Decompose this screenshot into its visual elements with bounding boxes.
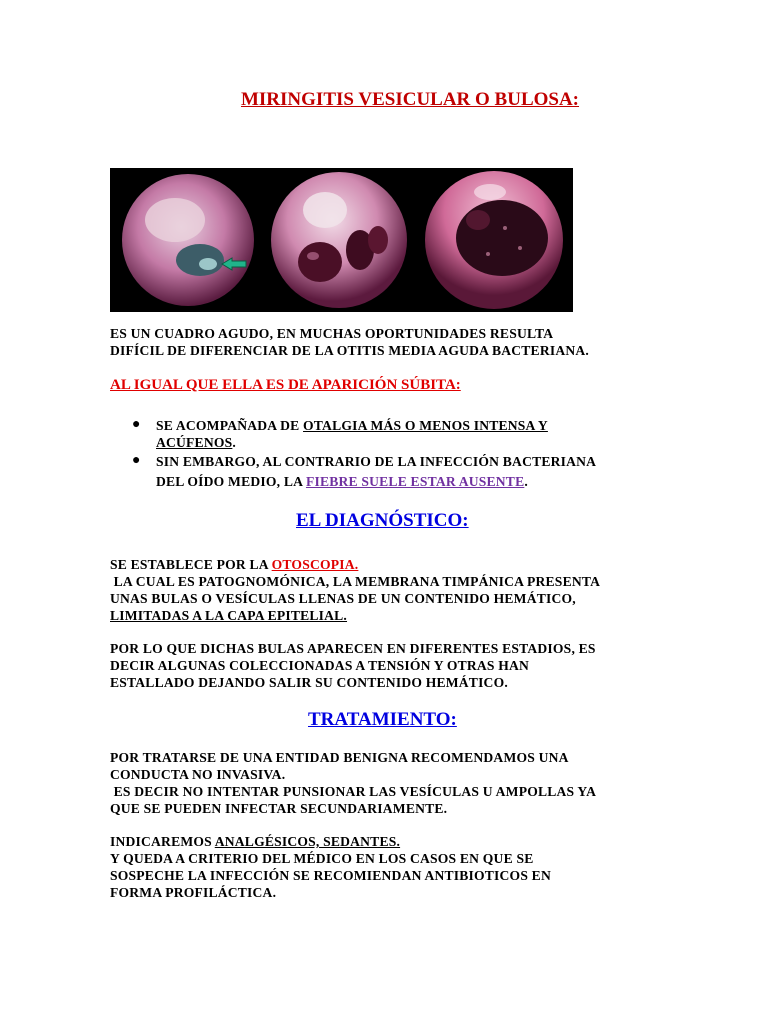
diagnostico-p2-line-1: POR LO QUE DICHAS BULAS APARECEN EN DIFERENTES ESTADIOS, ES <box>110 641 596 656</box>
bullet-2-line-1: SIN EMBARGO, AL CONTRARIO DE LA INFECCIÓN BACTERIANA <box>156 454 597 469</box>
diagnostico-p2-line-2: DECIR ALGUNAS COLECCIONADAS A TENSIÓN Y OTRAS HAN <box>110 658 530 673</box>
otoscopy-photo-1 <box>110 168 264 312</box>
bullet-dot-1: ● <box>132 417 141 432</box>
tratamiento-paragraph-2 <box>110 833 551 901</box>
fiebre-link[interactable]: FIEBRE SUELE ESTAR AUSENTE <box>305 474 525 489</box>
tratamiento-heading: TRATAMIENTO: <box>308 709 457 730</box>
intro-line-2: DIFÍCIL DE DIFERENCIAR DE LA OTITIS MEDIA AGUDA BACTERIANA. <box>110 343 589 358</box>
otoscopy-image-strip <box>110 168 573 312</box>
tratamiento-p2-line-2: Y QUEDA A CRITERIO DEL MÉDICO EN LOS CASOS EN QUE SE <box>110 851 534 866</box>
diagnostico-paragraph-2 <box>110 640 596 691</box>
tratamiento-p1-line-3: ES DECIR NO INTENTAR PUNSIONAR LAS VESÍCULAS U AMPOLLAS YA <box>110 784 597 799</box>
otalgia-text: OTALGIA MÁS O MENOS INTENSA Y <box>303 418 548 433</box>
otoscopia-link[interactable]: OTOSCOPIA. <box>271 557 359 572</box>
diagnostico-line-4: LIMITADAS A LA CAPA EPITELIAL. <box>110 608 348 623</box>
analgesicos-text: ANALGÉSICOS, SEDANTES. <box>214 834 401 849</box>
intro-line-1: ES UN CUADRO AGUDO, EN MUCHAS OPORTUNIDADES RESULTA <box>110 326 554 341</box>
subheading: AL IGUAL QUE ELLA ES DE APARICIÓN SÚBITA: <box>110 377 461 393</box>
bullet-1 <box>156 417 626 451</box>
otoscopy-photo-2 <box>265 168 418 312</box>
tratamiento-p1-line-4: QUE SE PUEDEN INFECTAR SECUNDARIAMENTE. <box>110 801 448 816</box>
analgesicos-prefix: INDICAREMOS <box>110 834 215 849</box>
bullet-1-prefix: SE ACOMPAÑADA DE <box>156 418 304 433</box>
diagnostico-line-2: LA CUAL ES PATOGNOMÓNICA, LA MEMBRANA TIMPÁNICA PRESENTA <box>110 574 601 589</box>
bullet-2 <box>156 452 596 492</box>
tratamiento-p2-line-3: SOSPECHE LA INFECCIÓN SE RECOMIENDAN ANTIBIOTICOS EN <box>110 868 551 883</box>
otoscopy-photo-3 <box>419 168 573 312</box>
intro-paragraph <box>110 325 589 359</box>
bullet-dot-2: ● <box>132 453 141 468</box>
diagnostico-line-3: UNAS BULAS O VESÍCULAS LLENAS DE UN CONTENIDO HEMÁTICO, <box>110 591 576 606</box>
tratamiento-p2-line-4: FORMA PROFILÁCTICA. <box>110 885 277 900</box>
bullet-1-end: . <box>232 435 236 450</box>
diagnostico-heading: EL DIAGNÓSTICO: <box>296 510 469 531</box>
tratamiento-paragraph-1 <box>110 749 596 817</box>
diagnostico-paragraph-1 <box>110 556 600 624</box>
tratamiento-p1-line-2: CONDUCTA NO INVASIVA. <box>110 767 286 782</box>
acufenos-text: ACÚFENOS <box>156 435 233 450</box>
page-title: MIRINGITIS VESICULAR O BULOSA: <box>240 89 580 110</box>
otoscopia-prefix: SE ESTABLECE POR LA <box>110 557 272 572</box>
tratamiento-p1-line-1: POR TRATARSE DE UNA ENTIDAD BENIGNA RECOMENDAMOS UNA <box>110 750 569 765</box>
diagnostico-p2-line-3: ESTALLADO DEJANDO SALIR SU CONTENIDO HEMÁTICO. <box>110 675 508 690</box>
bullet-2-end: . <box>524 474 528 489</box>
bullet-2-prefix: DEL OÍDO MEDIO, LA <box>156 474 306 489</box>
